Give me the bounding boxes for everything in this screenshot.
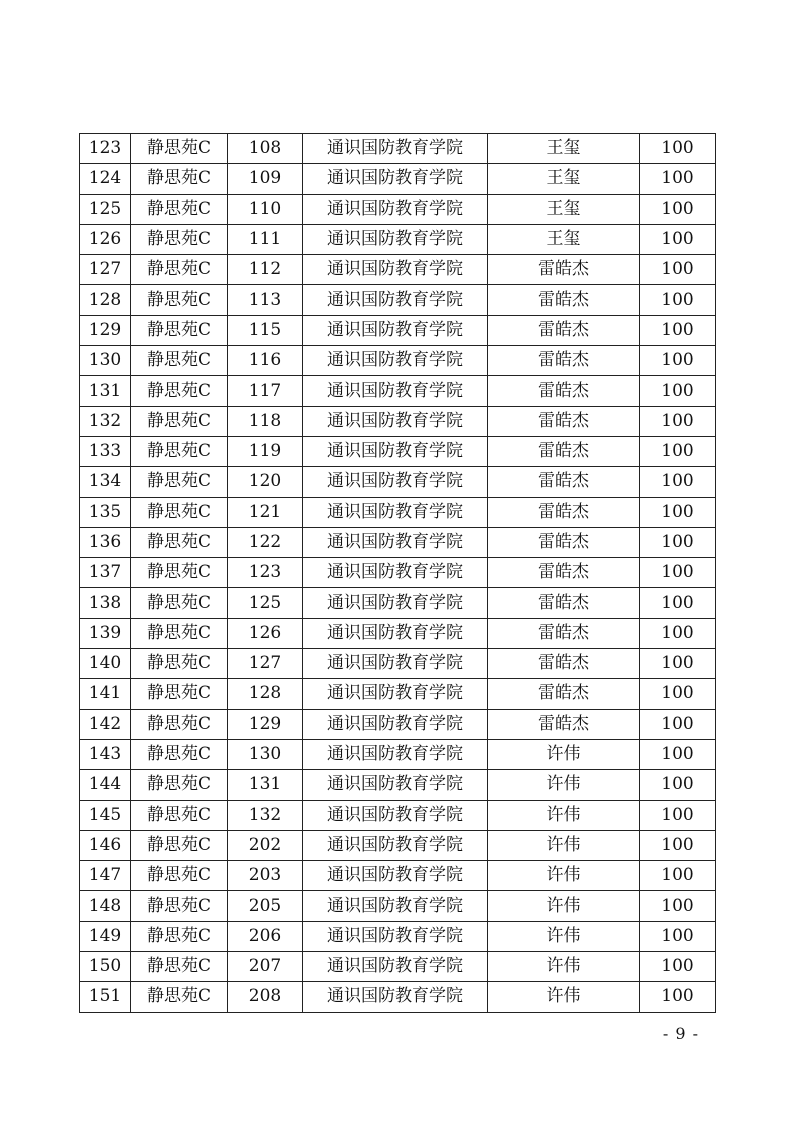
- college-cell: 通识国防教育学院: [303, 588, 488, 618]
- college-cell: 通识国防教育学院: [303, 891, 488, 921]
- college-cell: 通识国防教育学院: [303, 558, 488, 588]
- building-cell: 静思苑C: [131, 346, 228, 376]
- inspector-name-cell: 王玺: [488, 164, 640, 194]
- row-number-cell: 144: [80, 770, 131, 800]
- row-number-cell: 123: [80, 134, 131, 164]
- room-number-cell: 127: [228, 649, 303, 679]
- college-cell: 通识国防教育学院: [303, 982, 488, 1012]
- inspector-name-cell: 雷皓杰: [488, 679, 640, 709]
- room-number-cell: 112: [228, 255, 303, 285]
- room-number-cell: 118: [228, 406, 303, 436]
- building-cell: 静思苑C: [131, 921, 228, 951]
- score-cell: 100: [640, 164, 716, 194]
- building-cell: 静思苑C: [131, 315, 228, 345]
- table-row: [80, 649, 716, 679]
- room-number-cell: 111: [228, 224, 303, 254]
- college-cell: 通识国防教育学院: [303, 861, 488, 891]
- college-cell: 通识国防教育学院: [303, 285, 488, 315]
- table-row: [80, 618, 716, 648]
- score-cell: 100: [640, 952, 716, 982]
- row-number-cell: 148: [80, 891, 131, 921]
- building-cell: 静思苑C: [131, 891, 228, 921]
- row-number-cell: 135: [80, 497, 131, 527]
- score-cell: 100: [640, 255, 716, 285]
- room-number-cell: 205: [228, 891, 303, 921]
- score-cell: 100: [640, 649, 716, 679]
- inspector-name-cell: 王玺: [488, 134, 640, 164]
- room-number-cell: 203: [228, 861, 303, 891]
- room-number-cell: 113: [228, 285, 303, 315]
- room-number-cell: 115: [228, 315, 303, 345]
- row-number-cell: 147: [80, 861, 131, 891]
- score-cell: 100: [640, 982, 716, 1012]
- building-cell: 静思苑C: [131, 527, 228, 557]
- room-number-cell: 130: [228, 739, 303, 769]
- table-row: [80, 891, 716, 921]
- table-row: [80, 527, 716, 557]
- row-number-cell: 145: [80, 800, 131, 830]
- table-row: [80, 315, 716, 345]
- room-number-cell: 129: [228, 709, 303, 739]
- inspector-name-cell: 雷皓杰: [488, 467, 640, 497]
- inspector-name-cell: 雷皓杰: [488, 346, 640, 376]
- room-number-cell: 120: [228, 467, 303, 497]
- row-number-cell: 138: [80, 588, 131, 618]
- row-number-cell: 134: [80, 467, 131, 497]
- table-row: [80, 830, 716, 860]
- score-cell: 100: [640, 830, 716, 860]
- table-body: [80, 134, 716, 1013]
- building-cell: 静思苑C: [131, 952, 228, 982]
- table-row: [80, 194, 716, 224]
- room-number-cell: 122: [228, 527, 303, 557]
- college-cell: 通识国防教育学院: [303, 315, 488, 345]
- building-cell: 静思苑C: [131, 436, 228, 466]
- college-cell: 通识国防教育学院: [303, 679, 488, 709]
- college-cell: 通识国防教育学院: [303, 164, 488, 194]
- row-number-cell: 136: [80, 527, 131, 557]
- table-row: [80, 224, 716, 254]
- college-cell: 通识国防教育学院: [303, 830, 488, 860]
- room-number-cell: 208: [228, 982, 303, 1012]
- building-cell: 静思苑C: [131, 194, 228, 224]
- row-number-cell: 124: [80, 164, 131, 194]
- dorm-score-table: [79, 133, 716, 1013]
- room-number-cell: 108: [228, 134, 303, 164]
- inspector-name-cell: 许伟: [488, 921, 640, 951]
- table-row: [80, 709, 716, 739]
- inspector-name-cell: 雷皓杰: [488, 588, 640, 618]
- room-number-cell: 125: [228, 588, 303, 618]
- building-cell: 静思苑C: [131, 558, 228, 588]
- college-cell: 通识国防教育学院: [303, 649, 488, 679]
- score-cell: 100: [640, 800, 716, 830]
- inspector-name-cell: 雷皓杰: [488, 255, 640, 285]
- inspector-name-cell: 王玺: [488, 194, 640, 224]
- college-cell: 通识国防教育学院: [303, 134, 488, 164]
- score-cell: 100: [640, 346, 716, 376]
- inspector-name-cell: 雷皓杰: [488, 709, 640, 739]
- college-cell: 通识国防教育学院: [303, 436, 488, 466]
- table-row: [80, 134, 716, 164]
- building-cell: 静思苑C: [131, 255, 228, 285]
- score-cell: 100: [640, 921, 716, 951]
- table-row: [80, 679, 716, 709]
- table-row: [80, 770, 716, 800]
- college-cell: 通识国防教育学院: [303, 497, 488, 527]
- table-row: [80, 255, 716, 285]
- inspector-name-cell: 雷皓杰: [488, 618, 640, 648]
- score-cell: 100: [640, 406, 716, 436]
- building-cell: 静思苑C: [131, 376, 228, 406]
- room-number-cell: 121: [228, 497, 303, 527]
- inspector-name-cell: 许伟: [488, 770, 640, 800]
- college-cell: 通识国防教育学院: [303, 770, 488, 800]
- table-row: [80, 346, 716, 376]
- room-number-cell: 110: [228, 194, 303, 224]
- inspector-name-cell: 雷皓杰: [488, 558, 640, 588]
- inspector-name-cell: 许伟: [488, 739, 640, 769]
- room-number-cell: 131: [228, 770, 303, 800]
- score-cell: 100: [640, 709, 716, 739]
- row-number-cell: 151: [80, 982, 131, 1012]
- building-cell: 静思苑C: [131, 649, 228, 679]
- room-number-cell: 123: [228, 558, 303, 588]
- score-cell: 100: [640, 497, 716, 527]
- room-number-cell: 202: [228, 830, 303, 860]
- inspector-name-cell: 许伟: [488, 861, 640, 891]
- room-number-cell: 206: [228, 921, 303, 951]
- building-cell: 静思苑C: [131, 285, 228, 315]
- row-number-cell: 139: [80, 618, 131, 648]
- building-cell: 静思苑C: [131, 224, 228, 254]
- row-number-cell: 137: [80, 558, 131, 588]
- table-row: [80, 376, 716, 406]
- inspector-name-cell: 雷皓杰: [488, 376, 640, 406]
- building-cell: 静思苑C: [131, 588, 228, 618]
- row-number-cell: 128: [80, 285, 131, 315]
- table-row: [80, 952, 716, 982]
- score-cell: 100: [640, 224, 716, 254]
- room-number-cell: 119: [228, 436, 303, 466]
- row-number-cell: 131: [80, 376, 131, 406]
- building-cell: 静思苑C: [131, 618, 228, 648]
- row-number-cell: 141: [80, 679, 131, 709]
- inspector-name-cell: 王玺: [488, 224, 640, 254]
- inspector-name-cell: 雷皓杰: [488, 436, 640, 466]
- inspector-name-cell: 雷皓杰: [488, 527, 640, 557]
- room-number-cell: 109: [228, 164, 303, 194]
- college-cell: 通识国防教育学院: [303, 255, 488, 285]
- row-number-cell: 133: [80, 436, 131, 466]
- building-cell: 静思苑C: [131, 164, 228, 194]
- row-number-cell: 125: [80, 194, 131, 224]
- table-row: [80, 921, 716, 951]
- table-row: [80, 739, 716, 769]
- score-cell: 100: [640, 527, 716, 557]
- table-row: [80, 436, 716, 466]
- row-number-cell: 130: [80, 346, 131, 376]
- college-cell: 通识国防教育学院: [303, 800, 488, 830]
- inspector-name-cell: 雷皓杰: [488, 649, 640, 679]
- college-cell: 通识国防教育学院: [303, 376, 488, 406]
- inspector-name-cell: 许伟: [488, 952, 640, 982]
- table-row: [80, 800, 716, 830]
- table-row: [80, 588, 716, 618]
- building-cell: 静思苑C: [131, 467, 228, 497]
- inspector-name-cell: 雷皓杰: [488, 315, 640, 345]
- college-cell: 通识国防教育学院: [303, 406, 488, 436]
- building-cell: 静思苑C: [131, 134, 228, 164]
- table-row: [80, 285, 716, 315]
- college-cell: 通识国防教育学院: [303, 921, 488, 951]
- inspector-name-cell: 雷皓杰: [488, 285, 640, 315]
- college-cell: 通识国防教育学院: [303, 527, 488, 557]
- score-cell: 100: [640, 588, 716, 618]
- row-number-cell: 146: [80, 830, 131, 860]
- inspector-name-cell: 雷皓杰: [488, 406, 640, 436]
- inspector-name-cell: 许伟: [488, 982, 640, 1012]
- college-cell: 通识国防教育学院: [303, 346, 488, 376]
- table-row: [80, 497, 716, 527]
- table-row: [80, 982, 716, 1012]
- building-cell: 静思苑C: [131, 679, 228, 709]
- score-cell: 100: [640, 285, 716, 315]
- inspector-name-cell: 许伟: [488, 891, 640, 921]
- score-cell: 100: [640, 194, 716, 224]
- score-cell: 100: [640, 618, 716, 648]
- building-cell: 静思苑C: [131, 800, 228, 830]
- room-number-cell: 117: [228, 376, 303, 406]
- table-row: [80, 558, 716, 588]
- page-number: - 9 -: [662, 1024, 699, 1043]
- room-number-cell: 126: [228, 618, 303, 648]
- table-row: [80, 467, 716, 497]
- table-row: [80, 406, 716, 436]
- score-cell: 100: [640, 436, 716, 466]
- building-cell: 静思苑C: [131, 861, 228, 891]
- building-cell: 静思苑C: [131, 497, 228, 527]
- row-number-cell: 127: [80, 255, 131, 285]
- row-number-cell: 149: [80, 921, 131, 951]
- table-row: [80, 164, 716, 194]
- row-number-cell: 143: [80, 739, 131, 769]
- room-number-cell: 128: [228, 679, 303, 709]
- college-cell: 通识国防教育学院: [303, 739, 488, 769]
- score-cell: 100: [640, 891, 716, 921]
- college-cell: 通识国防教育学院: [303, 467, 488, 497]
- building-cell: 静思苑C: [131, 739, 228, 769]
- score-cell: 100: [640, 739, 716, 769]
- room-number-cell: 207: [228, 952, 303, 982]
- score-cell: 100: [640, 376, 716, 406]
- row-number-cell: 142: [80, 709, 131, 739]
- row-number-cell: 140: [80, 649, 131, 679]
- inspector-name-cell: 许伟: [488, 830, 640, 860]
- score-cell: 100: [640, 558, 716, 588]
- inspector-name-cell: 雷皓杰: [488, 497, 640, 527]
- row-number-cell: 150: [80, 952, 131, 982]
- inspector-name-cell: 许伟: [488, 800, 640, 830]
- building-cell: 静思苑C: [131, 830, 228, 860]
- building-cell: 静思苑C: [131, 982, 228, 1012]
- building-cell: 静思苑C: [131, 770, 228, 800]
- college-cell: 通识国防教育学院: [303, 618, 488, 648]
- score-cell: 100: [640, 467, 716, 497]
- row-number-cell: 129: [80, 315, 131, 345]
- score-cell: 100: [640, 134, 716, 164]
- college-cell: 通识国防教育学院: [303, 709, 488, 739]
- college-cell: 通识国防教育学院: [303, 952, 488, 982]
- building-cell: 静思苑C: [131, 709, 228, 739]
- row-number-cell: 126: [80, 224, 131, 254]
- score-cell: 100: [640, 679, 716, 709]
- score-cell: 100: [640, 770, 716, 800]
- room-number-cell: 116: [228, 346, 303, 376]
- row-number-cell: 132: [80, 406, 131, 436]
- building-cell: 静思苑C: [131, 406, 228, 436]
- score-cell: 100: [640, 861, 716, 891]
- college-cell: 通识国防教育学院: [303, 224, 488, 254]
- college-cell: 通识国防教育学院: [303, 194, 488, 224]
- room-number-cell: 132: [228, 800, 303, 830]
- table-row: [80, 861, 716, 891]
- score-cell: 100: [640, 315, 716, 345]
